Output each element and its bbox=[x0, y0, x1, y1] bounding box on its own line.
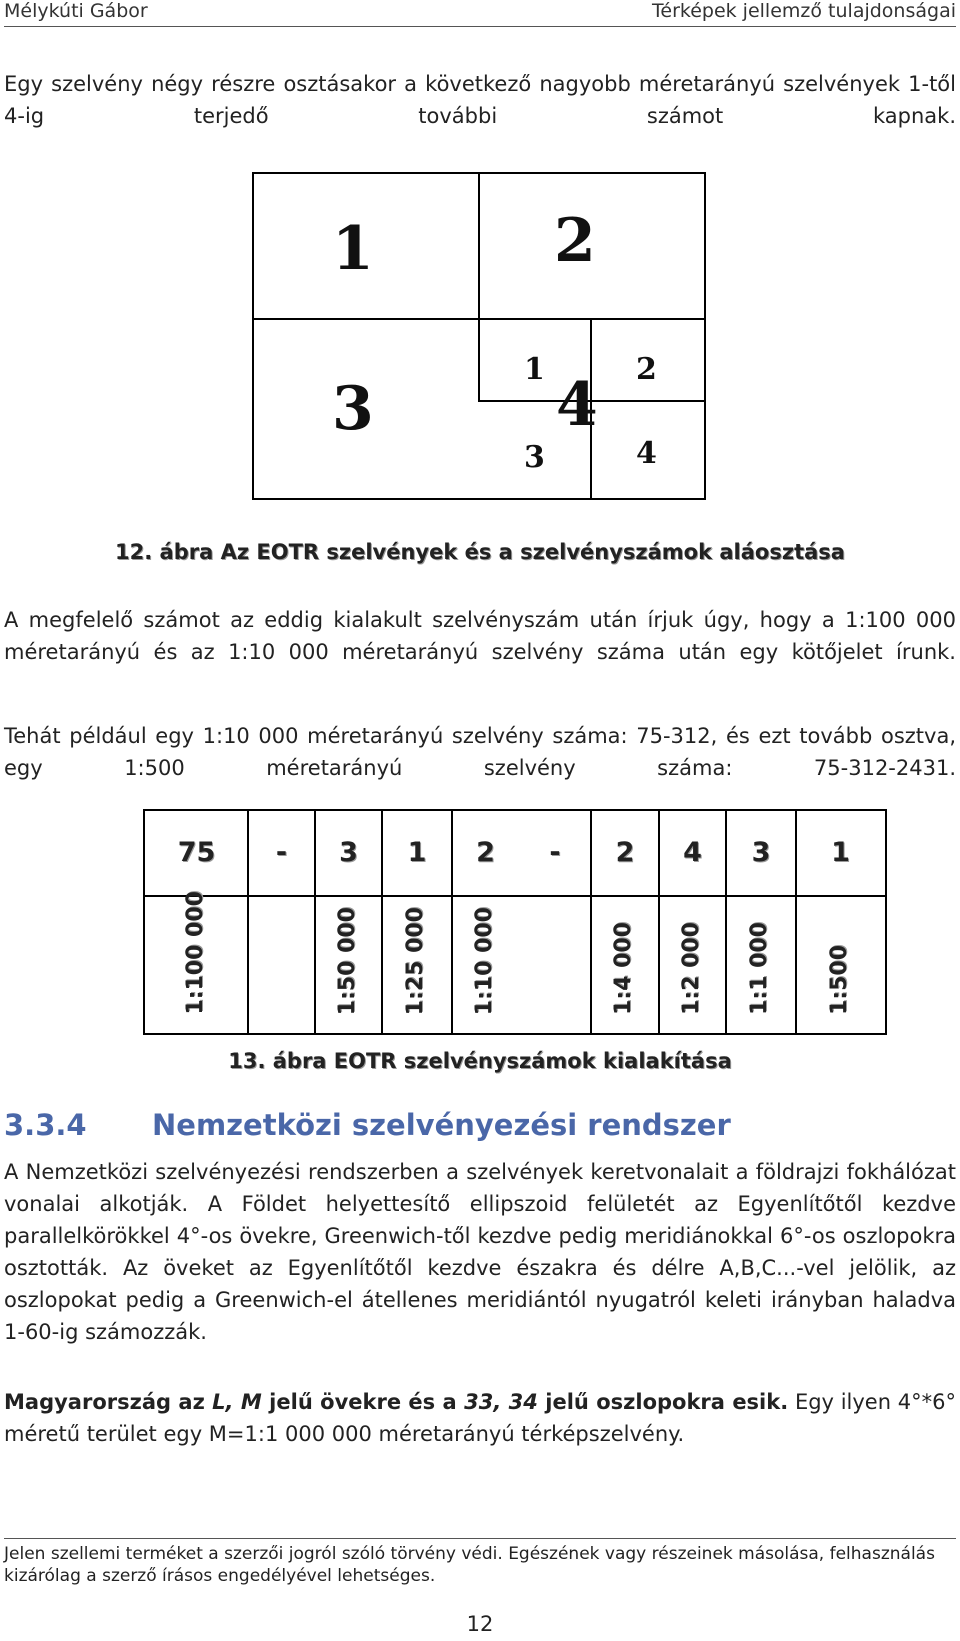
p5-bold-1: Magyarország az bbox=[4, 1390, 213, 1414]
quadrant-1-number: 1 bbox=[332, 214, 374, 284]
sheet-digit: 1 bbox=[407, 837, 427, 868]
column-divider bbox=[658, 811, 660, 1033]
paragraph-1: Egy szelvény négy részre osztásakor a következő nagyobb méretarányú szelvények 1-től 4-ig terjedő további számot kapnak. bbox=[4, 72, 956, 128]
quadrant-2-number: 2 bbox=[554, 206, 596, 276]
sub-3-number: 3 bbox=[524, 440, 545, 475]
column-divider bbox=[725, 811, 727, 1033]
scale-label: 1:50 000 bbox=[334, 906, 360, 1015]
p5-bold-3: jelű oszlopokra esik. bbox=[537, 1390, 789, 1414]
scale-label: 1:500 bbox=[826, 944, 852, 1015]
scale-label: 1:4 000 bbox=[611, 922, 636, 1015]
figure-12-caption: 12. ábra Az EOTR szelvények és a szelvényszámok aláosztása bbox=[115, 540, 845, 564]
sub-4-number: 4 bbox=[636, 436, 657, 471]
sheet-digit: - bbox=[549, 837, 561, 868]
scale-label: 1:25 000 bbox=[403, 906, 428, 1015]
header-title: Térképek jellemző tulajdonságai bbox=[652, 0, 956, 22]
scale-label: 1:2 000 bbox=[678, 922, 704, 1015]
sheet-digit: 75 bbox=[177, 837, 216, 868]
section-number: 3.3.4 bbox=[4, 1108, 87, 1142]
column-divider bbox=[795, 811, 797, 1033]
p5-rest: Egy ilyen 4°*6° méretű terület egy M=1:1 000 000 méretarányú térképszelvény. bbox=[4, 1390, 956, 1446]
footer-notice: Jelen szellemi terméket a szerzői jogról szóló törvény védi. Egészének vagy részeinek másolása, felhasználás kizárólag a szerző írásos engedélyével lehetséges. bbox=[4, 1538, 956, 1587]
sheet-digit: 2 bbox=[615, 837, 635, 868]
sheet-digit: 4 bbox=[683, 837, 702, 868]
page-number: 12 bbox=[466, 1612, 494, 1636]
paragraph-2: A megfelelő számot az eddig kialakult szelvényszám után írjuk úgy, hogy a 1:100 000 méretarányú és az 1:10 000 méretarányú szelvény száma után egy kötőjelet írunk. bbox=[4, 608, 956, 664]
p5-bold-italic-1: L, M bbox=[212, 1390, 262, 1414]
column-divider bbox=[590, 811, 592, 1033]
quadrant-4-number: 4 bbox=[556, 370, 598, 440]
sheet-digit: 3 bbox=[751, 837, 771, 868]
paragraph-3: Tehát például egy 1:10 000 méretarányú szelvény száma: 75-312, és ezt tovább osztva, egy 1:500 méretarányú szelvény száma: 75-312-2431. bbox=[4, 724, 956, 780]
scale-label: 1:1 000 bbox=[747, 922, 772, 1015]
column-divider bbox=[451, 811, 453, 1033]
header-author: Mélykúti Gábor bbox=[4, 0, 148, 22]
section-title: Nemzetközi szelvényezési rendszer bbox=[152, 1108, 731, 1142]
figure-13-caption: 13. ábra EOTR szelvényszámok kialakítása bbox=[228, 1049, 732, 1073]
scale-label: 1:10 000 bbox=[471, 906, 497, 1015]
column-divider bbox=[314, 811, 316, 1033]
page-header bbox=[4, 0, 956, 27]
sheet-digit: 1 bbox=[831, 837, 850, 868]
column-divider bbox=[381, 811, 383, 1033]
figure-12-grid bbox=[252, 172, 706, 500]
paragraph-5 bbox=[4, 1386, 956, 1450]
sheet-digit: 3 bbox=[339, 837, 358, 868]
p5-bold-italic-2: 33, 34 bbox=[464, 1390, 538, 1414]
sub-2-number: 2 bbox=[636, 352, 657, 387]
section-heading bbox=[4, 1108, 731, 1142]
paragraph-4: A Nemzetközi szelvényezési rendszerben a szelvények keretvonalait a földrajzi fokhálózat vonalai alkotják. A Földet helyettesítő ellipszoid felületét az Egyenlítőtől kezdve parallelkörökkel 4°-os övekre, Greenwich-től kezdve pedig meridiánokkal 6°-os oszlopokra osztották. Az öveket az Egyenlítőtől kezdve északra és délre A,B,C...-vel jelölik, az oszlopokat pedig a Greenwich-el átellenes meridiántól nyugatról keleti irányban haladva 1-60-ig számozzák. bbox=[4, 1160, 956, 1344]
column-divider bbox=[247, 811, 249, 1033]
sheet-digit: 2 bbox=[476, 837, 495, 868]
figure-13-table bbox=[143, 809, 887, 1035]
sub-1-number: 1 bbox=[524, 352, 545, 387]
sheet-digit: - bbox=[275, 837, 288, 868]
quadrant-3-number: 3 bbox=[332, 374, 374, 444]
p5-bold-2: jelű övekre és a bbox=[261, 1390, 465, 1414]
scale-label: 1:100 000 bbox=[182, 891, 208, 1015]
